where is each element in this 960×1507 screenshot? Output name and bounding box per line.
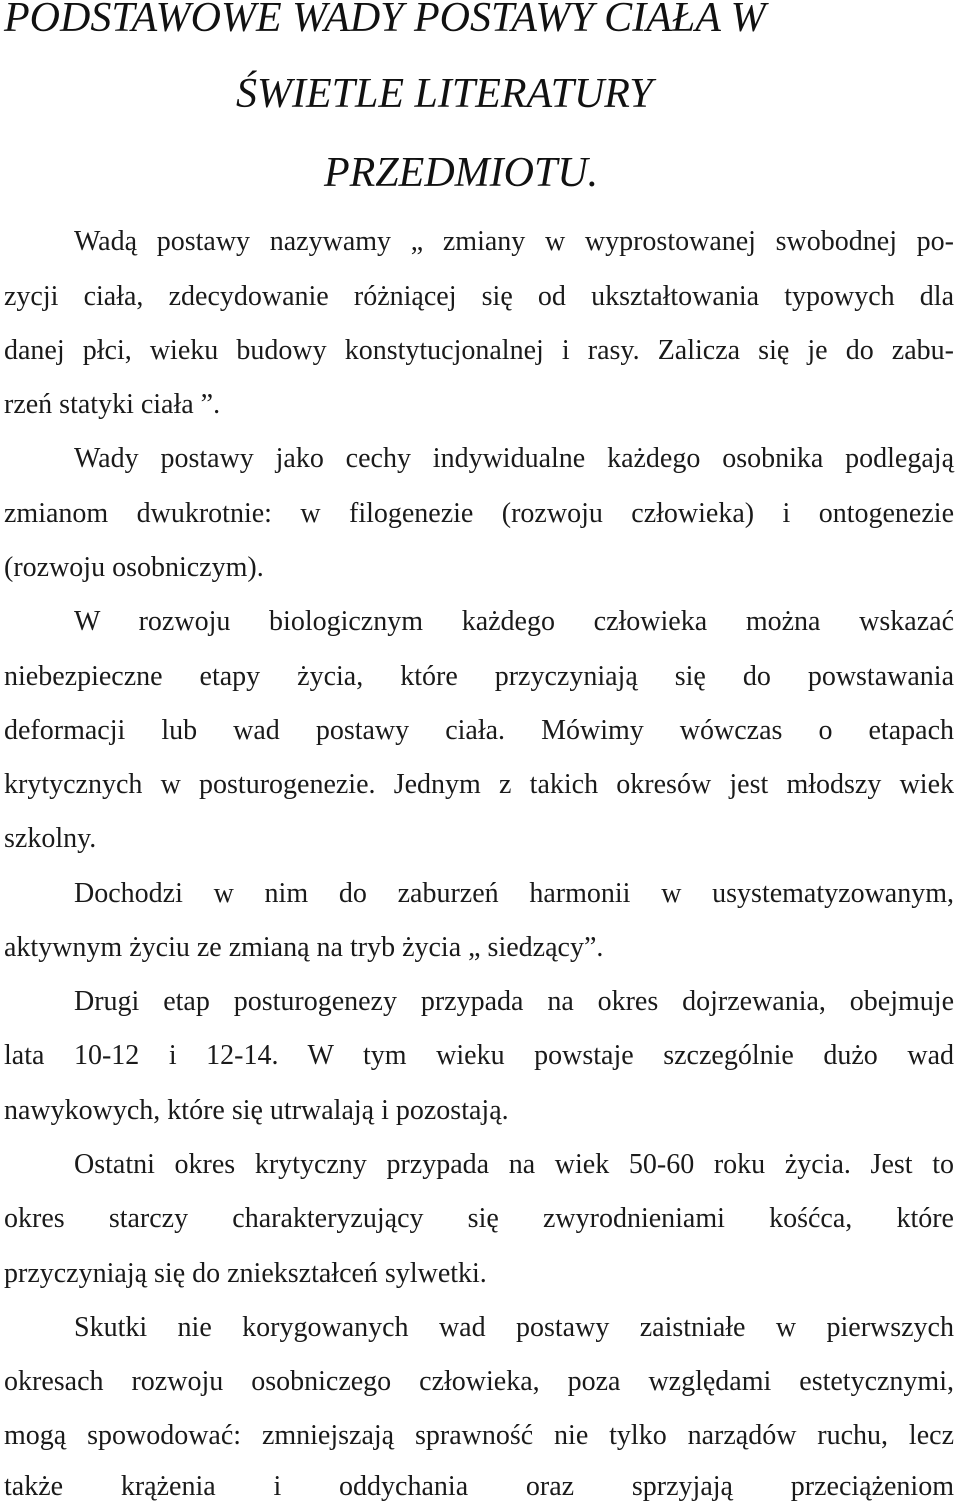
text-line: okresach rozwoju osobniczego człowieka, poza względami estetycznymi, xyxy=(4,1366,954,1397)
text-line: zycji ciała, zdecydowanie różniącej się od ukształtowania typowych dla xyxy=(4,281,954,312)
text-line: Dochodzi w nim do zaburzeń harmonii w usystematyzowanym, xyxy=(74,878,954,909)
text-line: mogą spowodować: zmniejszają sprawność nie tylko narządów ruchu, lecz xyxy=(4,1420,954,1451)
text-line: Skutki nie korygowanych wad postawy zaistniałe w pierwszych xyxy=(74,1312,954,1343)
text-line: rzeń statyki ciała ”. xyxy=(4,389,221,420)
title-line-3: PRZEDMIOTU. xyxy=(324,150,599,196)
text-line: Wadą postawy nazywamy „ zmiany w wyprostowanej swobodnej po- xyxy=(74,226,954,257)
text-line: W rozwoju biologicznym każdego człowieka można wskazać xyxy=(74,606,954,637)
text-line: krytycznych w posturogenezie. Jednym z takich okresów jest młodszy wiek xyxy=(4,769,954,800)
text-line: (rozwoju osobniczym). xyxy=(4,552,264,583)
text-line: przyczyniają się do zniekształceń sylwetki. xyxy=(4,1258,487,1289)
text-line: danej płci, wieku budowy konstytucjonalnej i rasy. Zalicza się je do zabu- xyxy=(4,335,954,366)
text-line: okres starczy charakteryzujący się zwyrodnieniami kośćca, które xyxy=(4,1203,954,1234)
title-line-1: PODSTAWOWE WADY POSTAWY CIAŁA W xyxy=(4,0,766,41)
text-line: Wady postawy jako cechy indywidualne każdego osobnika podlegają xyxy=(74,443,954,474)
text-line: deformacji lub wad postawy ciała. Mówimy wówczas o etapach xyxy=(4,715,954,746)
text-line: nawykowych, które się utrwalają i pozostają. xyxy=(4,1095,509,1126)
title-line-2: ŚWIETLE LITERATURY xyxy=(236,71,653,117)
text-line: lata 10-12 i 12-14. W tym wieku powstaje szczególnie dużo wad xyxy=(4,1040,954,1071)
text-line: zmianom dwukrotnie: w filogenezie (rozwoju człowieka) i ontogenezie xyxy=(4,498,954,529)
text-line: Drugi etap posturogenezy przypada na okres dojrzewania, obejmuje xyxy=(74,986,954,1017)
text-line: aktywnym życiu ze zmianą na tryb życia „ siedzący”. xyxy=(4,932,604,963)
text-line: szkolny. xyxy=(4,823,97,854)
text-line: niebezpieczne etapy życia, które przyczyniają się do powstawania xyxy=(4,661,954,692)
text-line: także krążenia i oddychania oraz sprzyjają przeciążeniom xyxy=(4,1471,954,1502)
text-line: Ostatni okres krytyczny przypada na wiek 50-60 roku życia. Jest to xyxy=(74,1149,954,1180)
